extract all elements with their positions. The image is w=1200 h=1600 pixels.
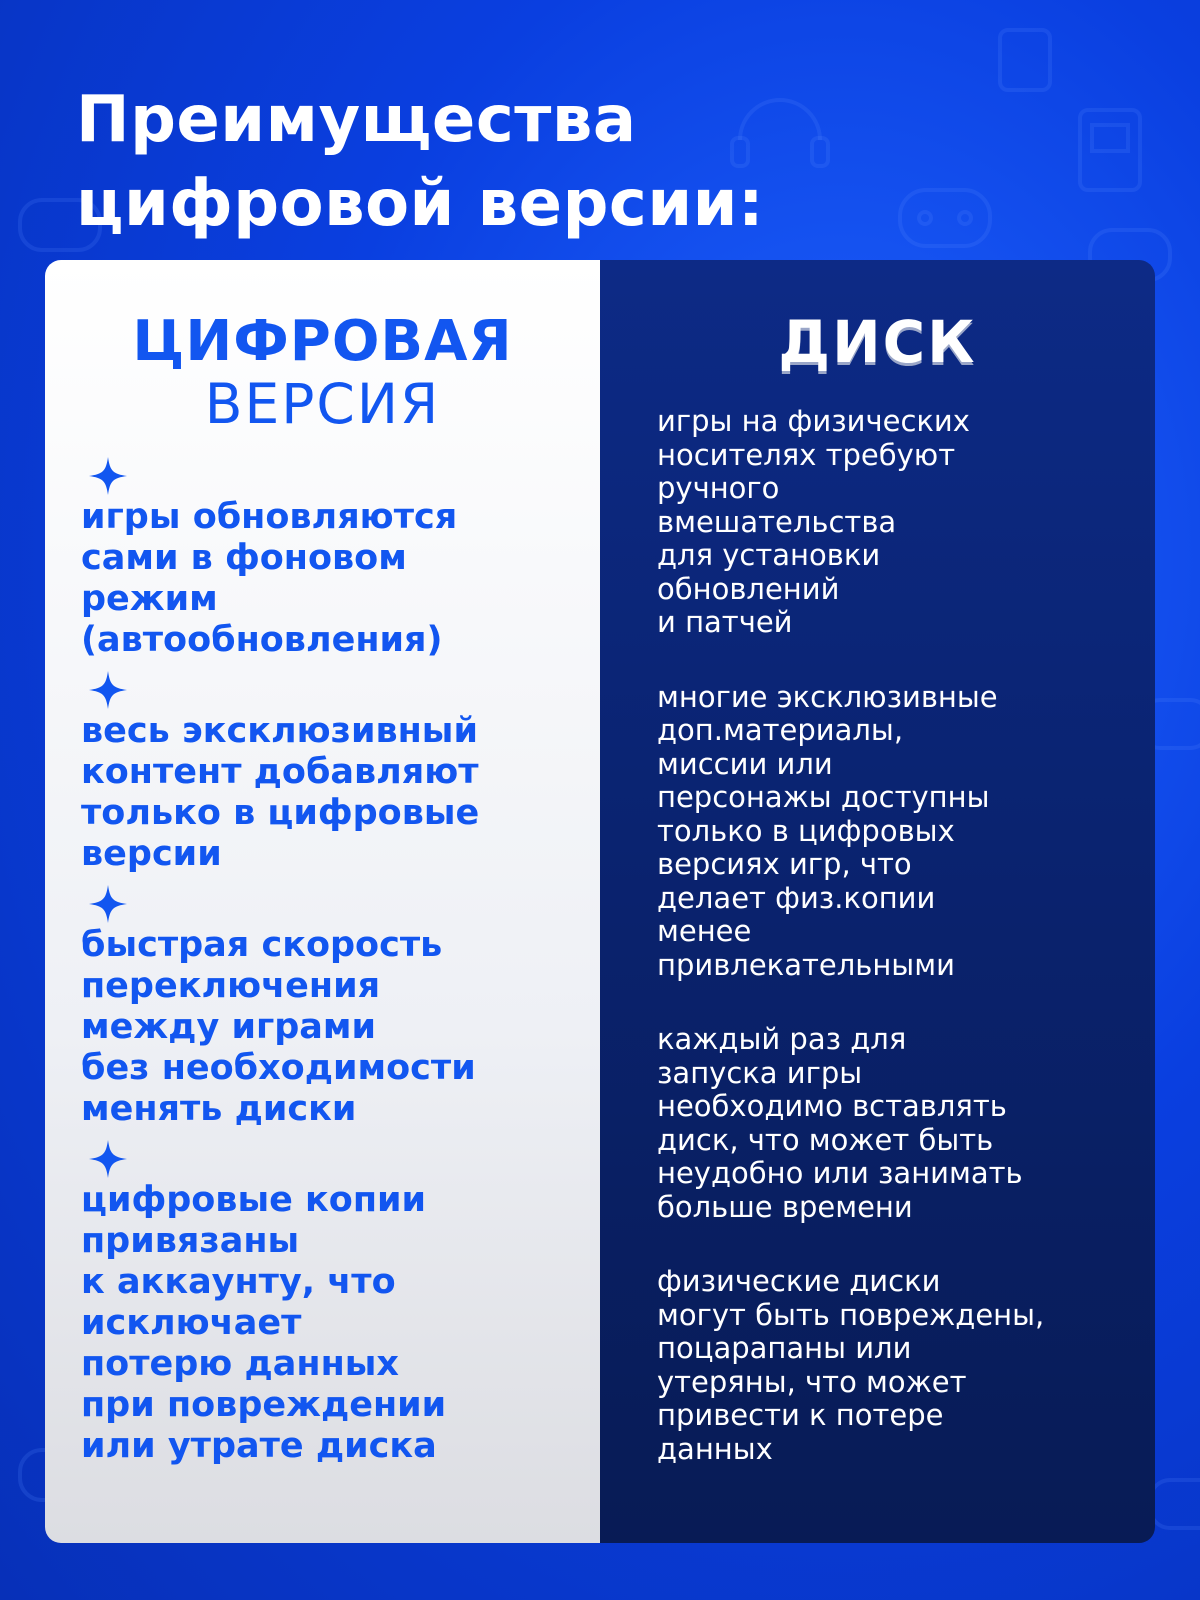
digital-item-text: быстрая скорость переключения между играми без необходимости менять диски bbox=[81, 925, 476, 1129]
digital-heading-line1: ЦИФРОВАЯ bbox=[132, 309, 513, 374]
digital-item-text: цифровые копии привязаны к аккаунту, что исключает потерю данных при повреждении или утрате диска bbox=[81, 1180, 447, 1466]
sparkle-star-icon bbox=[87, 669, 129, 711]
disc-heading: ДИСК bbox=[778, 308, 977, 376]
disc-card bbox=[600, 260, 1155, 1543]
digital-item-text: игры обновляются сами в фоновом режим (автообновления) bbox=[81, 497, 458, 660]
gamepad-icon bbox=[1150, 1480, 1200, 1528]
sparkle-star-icon bbox=[87, 883, 129, 925]
list-item: многие эксклюзивные доп.материалы, миссии или персонажы доступны только в цифровых версиях игр, что делает физ.копии менее привлекательными bbox=[657, 679, 998, 982]
list-item: игры на физических носителях требуют ручного вмешательства для установки обновлений и патчей bbox=[657, 404, 970, 639]
digital-item-text: весь эксклюзивный контент добавляют только в цифровые версии bbox=[81, 711, 480, 874]
arcade-icon bbox=[1080, 110, 1140, 190]
sparkle-star-icon bbox=[87, 1138, 129, 1180]
list-item bbox=[81, 883, 581, 1130]
list-item bbox=[81, 455, 581, 661]
list-item bbox=[81, 1138, 581, 1467]
digital-version-card bbox=[45, 260, 600, 1543]
list-item: каждый раз для запуска игры необходимо вставлять диск, что может быть неудобно или занимать больше времени bbox=[657, 1022, 1023, 1224]
digital-advantages-list bbox=[81, 455, 581, 1475]
disc-drawbacks-list bbox=[657, 405, 1127, 1507]
list-item: физические диски могут быть повреждены, поцарапаны или утеряны, что может привести к потере данных bbox=[657, 1264, 1045, 1466]
list-item bbox=[81, 669, 581, 875]
digital-heading-line2: ВЕРСИЯ bbox=[204, 372, 441, 436]
page-title: Преимущества цифровой версии: bbox=[76, 83, 765, 241]
sparkle-star-icon bbox=[87, 455, 129, 497]
